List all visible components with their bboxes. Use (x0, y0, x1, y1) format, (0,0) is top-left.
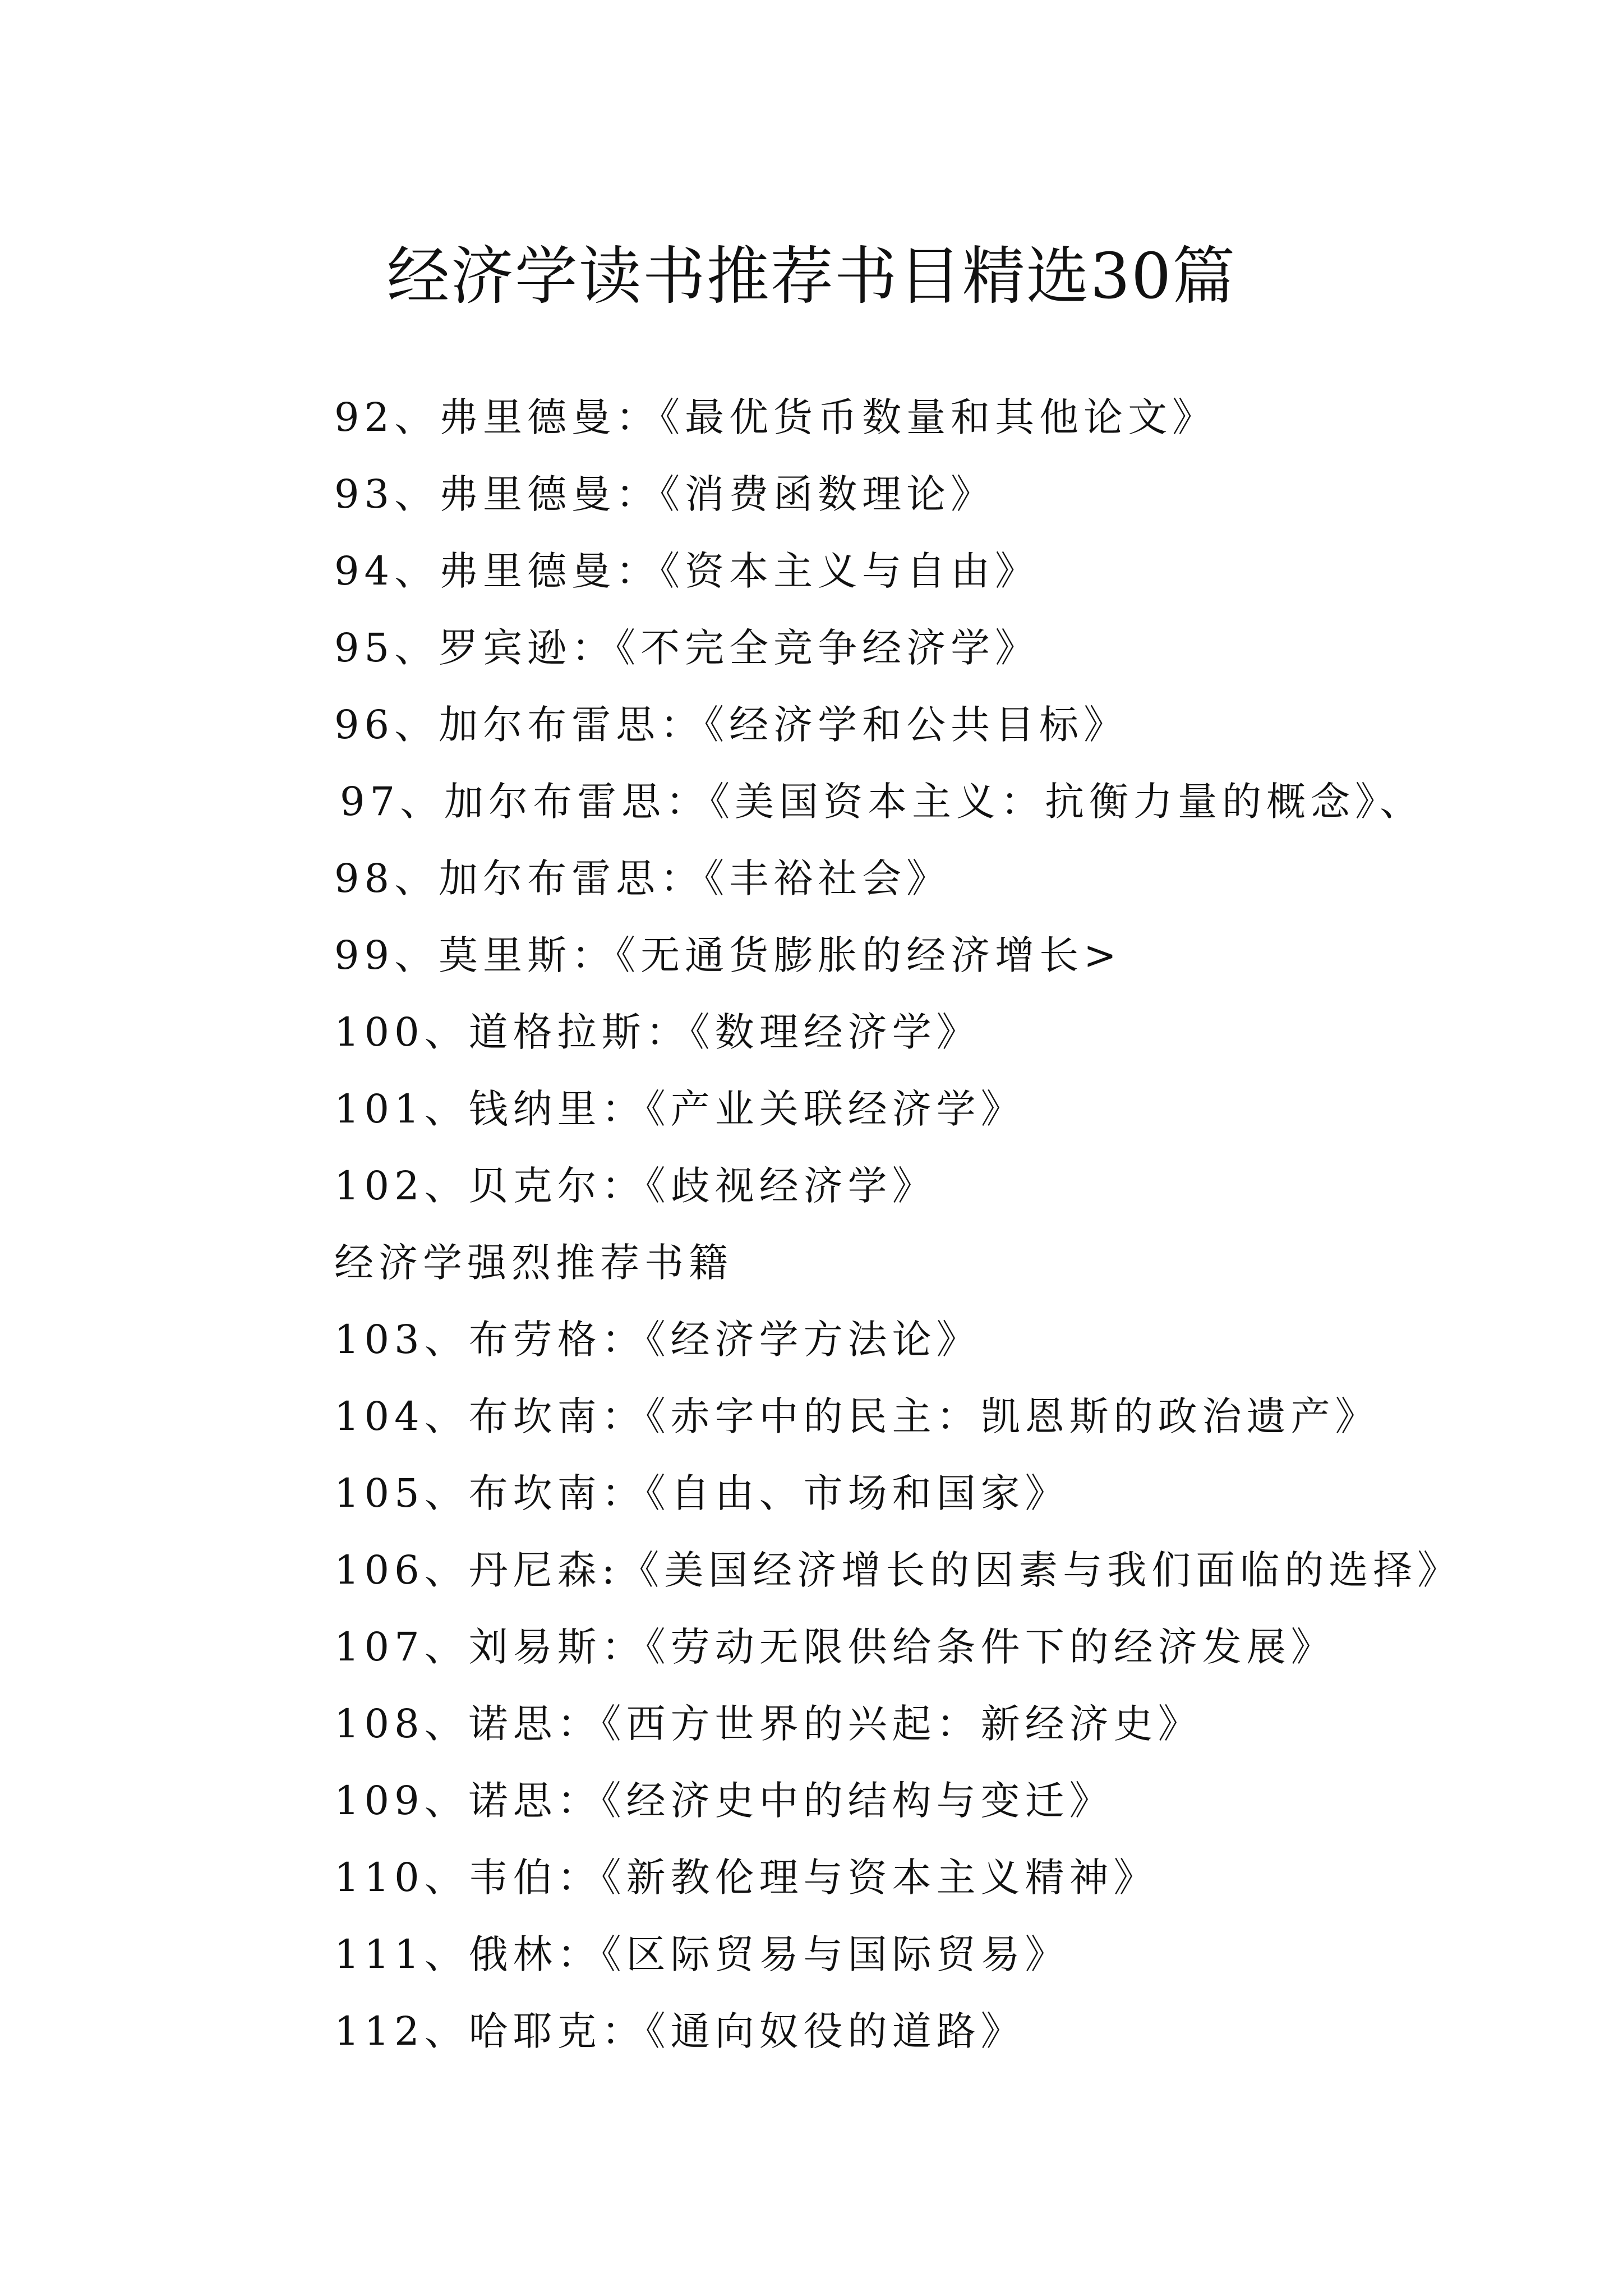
list-item: 94、弗里德曼：《资本主义与自由》 (334, 548, 1040, 594)
list-item: 93、弗里德曼：《消费函数理论》 (334, 471, 995, 517)
list-item: 109、诺思：《经济史中的结构与变迁》 (334, 1778, 1114, 1824)
list-item: 105、布坎南：《自由、市场和国家》 (334, 1470, 1069, 1516)
list-item: 103、布劳格：《经济学方法论》 (334, 1317, 981, 1363)
list-item: 110、韦伯：《新教伦理与资本主义精神》 (334, 1855, 1158, 1901)
list-item: 108、诺思：《西方世界的兴起：新经济史》 (334, 1701, 1202, 1747)
list-item: 102、贝克尔：《歧视经济学》 (334, 1163, 937, 1209)
list-item: 99、莫里斯：《无通货膨胀的经济增长> (334, 932, 1122, 978)
list-item: 112、哈耶克：《通向奴役的道路》 (334, 2008, 1025, 2054)
book-list (334, 379, 1596, 2070)
list-item: 101、钱纳里：《产业关联经济学》 (334, 1086, 1025, 1132)
list-item: 95、罗宾逊：《不完全竞争经济学》 (334, 625, 1040, 671)
list-item: 106、丹尼森:《美国经济增长的因素与我们面临的选择》 (334, 1547, 1462, 1593)
section-heading: 经济学强烈推荐书籍 (334, 1240, 733, 1286)
list-item: 98、加尔布雷思：《丰裕社会》 (334, 855, 951, 901)
list-item: 111、俄林：《区际贸易与国际贸易》 (334, 1931, 1069, 1977)
document-title: 经济学读书推荐书目精选30篇 (386, 240, 1237, 314)
list-item: 92、弗里德曼：《最优货币数量和其他论文》 (334, 394, 1217, 440)
list-item: 96、加尔布雷思：《经济学和公共目标》 (334, 702, 1128, 748)
list-item: 100、道格拉斯：《数理经济学》 (334, 1009, 981, 1055)
list-item: 107、刘易斯：《劳动无限供给条件下的经济发展》 (334, 1624, 1335, 1670)
list-item: 104、布坎南：《赤字中的民主：凯恩斯的政治遗产》 (334, 1393, 1380, 1439)
list-item: 97、加尔布雷思：《美国资本主义：抗衡力量的概念》、 (340, 779, 1424, 825)
